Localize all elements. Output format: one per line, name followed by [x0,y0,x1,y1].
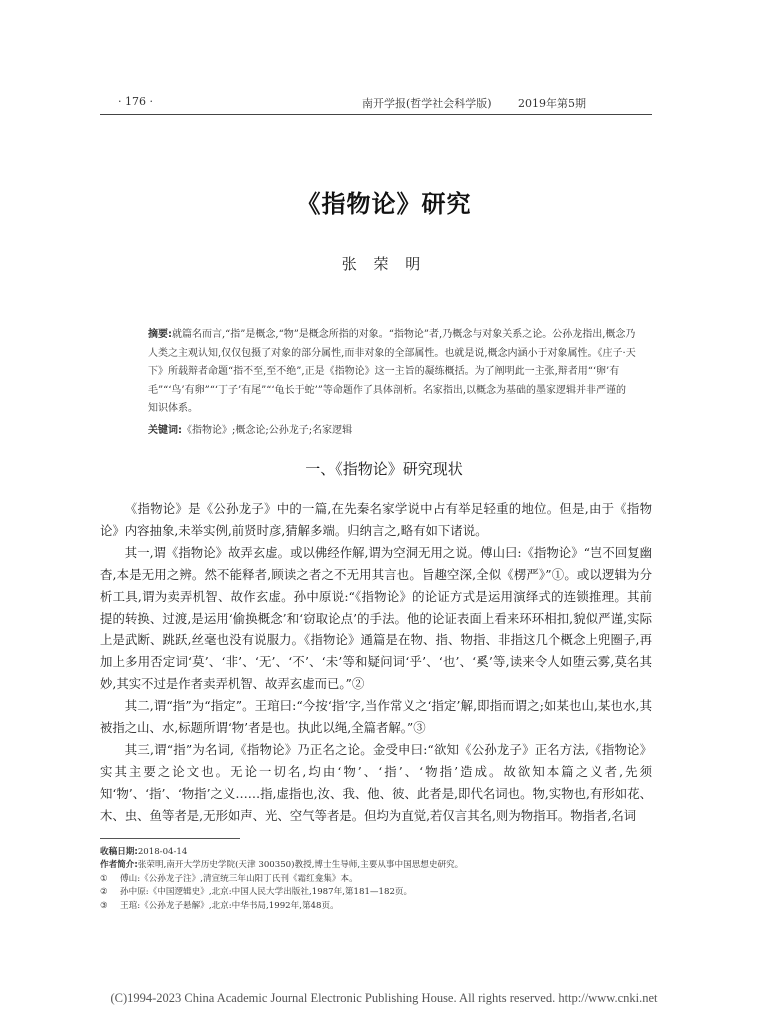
issue-number: 2019年第5期 [518,97,586,110]
running-header [100,92,652,115]
copyright-notice: (C)1994-2023 China Academic Journal Electronic Publishing House. All rights reserved. http://www.cnki.net [110,991,658,1005]
received-date [100,846,660,859]
footnote-text: 王琯:《公孙龙子悬解》,北京:中华书局,1992年,第48页。 [120,900,339,911]
footnote-text: 傅山:《公孙龙子注》,清宣统三年山阳丁氏刊《霜红龛集》本。 [120,873,358,884]
paragraph: 《指物论》是《公孙龙子》中的一篇,在先秦名家学说中占有举足轻重的地位。但是,由于《指物论》内容抽象,未举实例,前贤时彦,猜解多端。归纳言之,略有如下诸说。 [100,501,652,538]
page-number: · 176 · [118,95,153,108]
author-bio [100,859,660,872]
received-label: 收稿日期: [100,847,138,857]
paragraph: 其一,谓《指物论》故弄玄虚。或以佛经作解,谓为空洞无用之说。傅山曰:《指物论》“岂不回复幽杳,本是无用之辨。然不能释者,顾读之者之不无用其言也。旨趣空深,全似《楞严》”①。或以逻辑为分析工具,谓为卖弄机智、故作玄虚。孙中原说:“《指物论》的论证方式是运用演绎式的连锁推理。其前提的转换、过渡,是运用‘偷换概念’和‘窃取论点’的手法。他的论证表面上看来环环相扣,貌似严谨,实际上是武断、跳跃,丝毫也没有说服力。《指物论》通篇是在物、指、物指、非指这几个概念上兜圈子,再加上多用否定词‘莫’、‘非’、‘无’、‘不’、‘未’等和疑问词‘乎’、‘也’、‘奚’等,读来令人如堕云雾,莫名其妙,其实不过是作者卖弄机智、故弄玄虚而已。”② [100,544,652,692]
footnote-number: ① [100,873,108,884]
footnote [100,900,660,913]
abstract-label: 摘要: [148,329,172,340]
received-value: 2018-04-14 [137,847,188,857]
paragraph: 其二,谓“指”为“指定”。王琯曰:“今按‘指’字,当作常义之‘指定’解,即指而谓之;如某也山,某也水,其被指之山、水,标题所谓‘物’者是也。执此以绳,全篇者解。”③ [100,698,652,736]
footnote-number: ② [100,887,108,898]
footnote-text: 孙中原:《中国逻辑史》,北京:中国人民大学出版社,1987年,第181—182页。 [120,887,413,898]
keywords-text: 《指物论》;概念论;公孙龙子;名家逻辑 [182,425,353,436]
footnote [100,886,660,899]
article-title: 《指物论》研究 [296,189,472,218]
journal-name: 南开学报(哲学社会科学版) [362,97,492,110]
paragraph: 其三,谓“指”为名词,《指物论》乃正名之论。金受申曰:“欲知《公孙龙子》正名方法,《指物论》实其主要之论文也。无论一切名,均由‘物’、‘指’、‘物指’造成。故欲知本篇之义者,先须知‘物’、‘指’、‘物指’之义……指,虚指也,汝、我、他、彼、此者是,即代名词也。物,实物也,有形如花、木、虫、鱼等者是,无形如声、光、空气等者是。但均为直觉,若仅言其名,则为物指耳。物指者,名词 [100,741,652,823]
author-bio-label: 作者简介: [100,860,138,871]
footnote [100,873,660,886]
abstract-text: 就篇名而言,“指”是概念,“物”是概念所指的对象。“指物论”者,乃概念与对象关系之论。公孙龙指出,概念乃人类之主观认知,仅仅包摄了对象的部分属性,而非对象的全部属性。也就是说,概念内涵小于对象属性。《庄子·天下》所载辩者命题“指不至,至不绝”,正是《指物论》这一主旨的凝练概括。为了阐明此一主张,辩者用“‘卵’有毛”“‘鸟’有卵”“‘丁子’有尾”“‘龟长于蛇’”等命题作了具体剖析。名家指出,以概念为基础的墨家逻辑并非严谨的知识体系。 [148,329,636,414]
keywords-label: 关键词: [148,425,182,436]
section-heading: 一、《指物论》研究现状 [305,460,463,478]
footnotes [100,846,660,913]
footnote-rule [100,838,240,839]
author-bio-text: 张荣明,南开大学历史学院(天津 300350)教授,博士生导师,主要从事中国思想史研究。 [137,860,464,871]
footnote-number: ③ [100,900,108,911]
author-name: 张 荣 明 [341,255,427,273]
body-text [100,498,652,827]
abstract [148,326,636,419]
keywords [148,423,636,439]
